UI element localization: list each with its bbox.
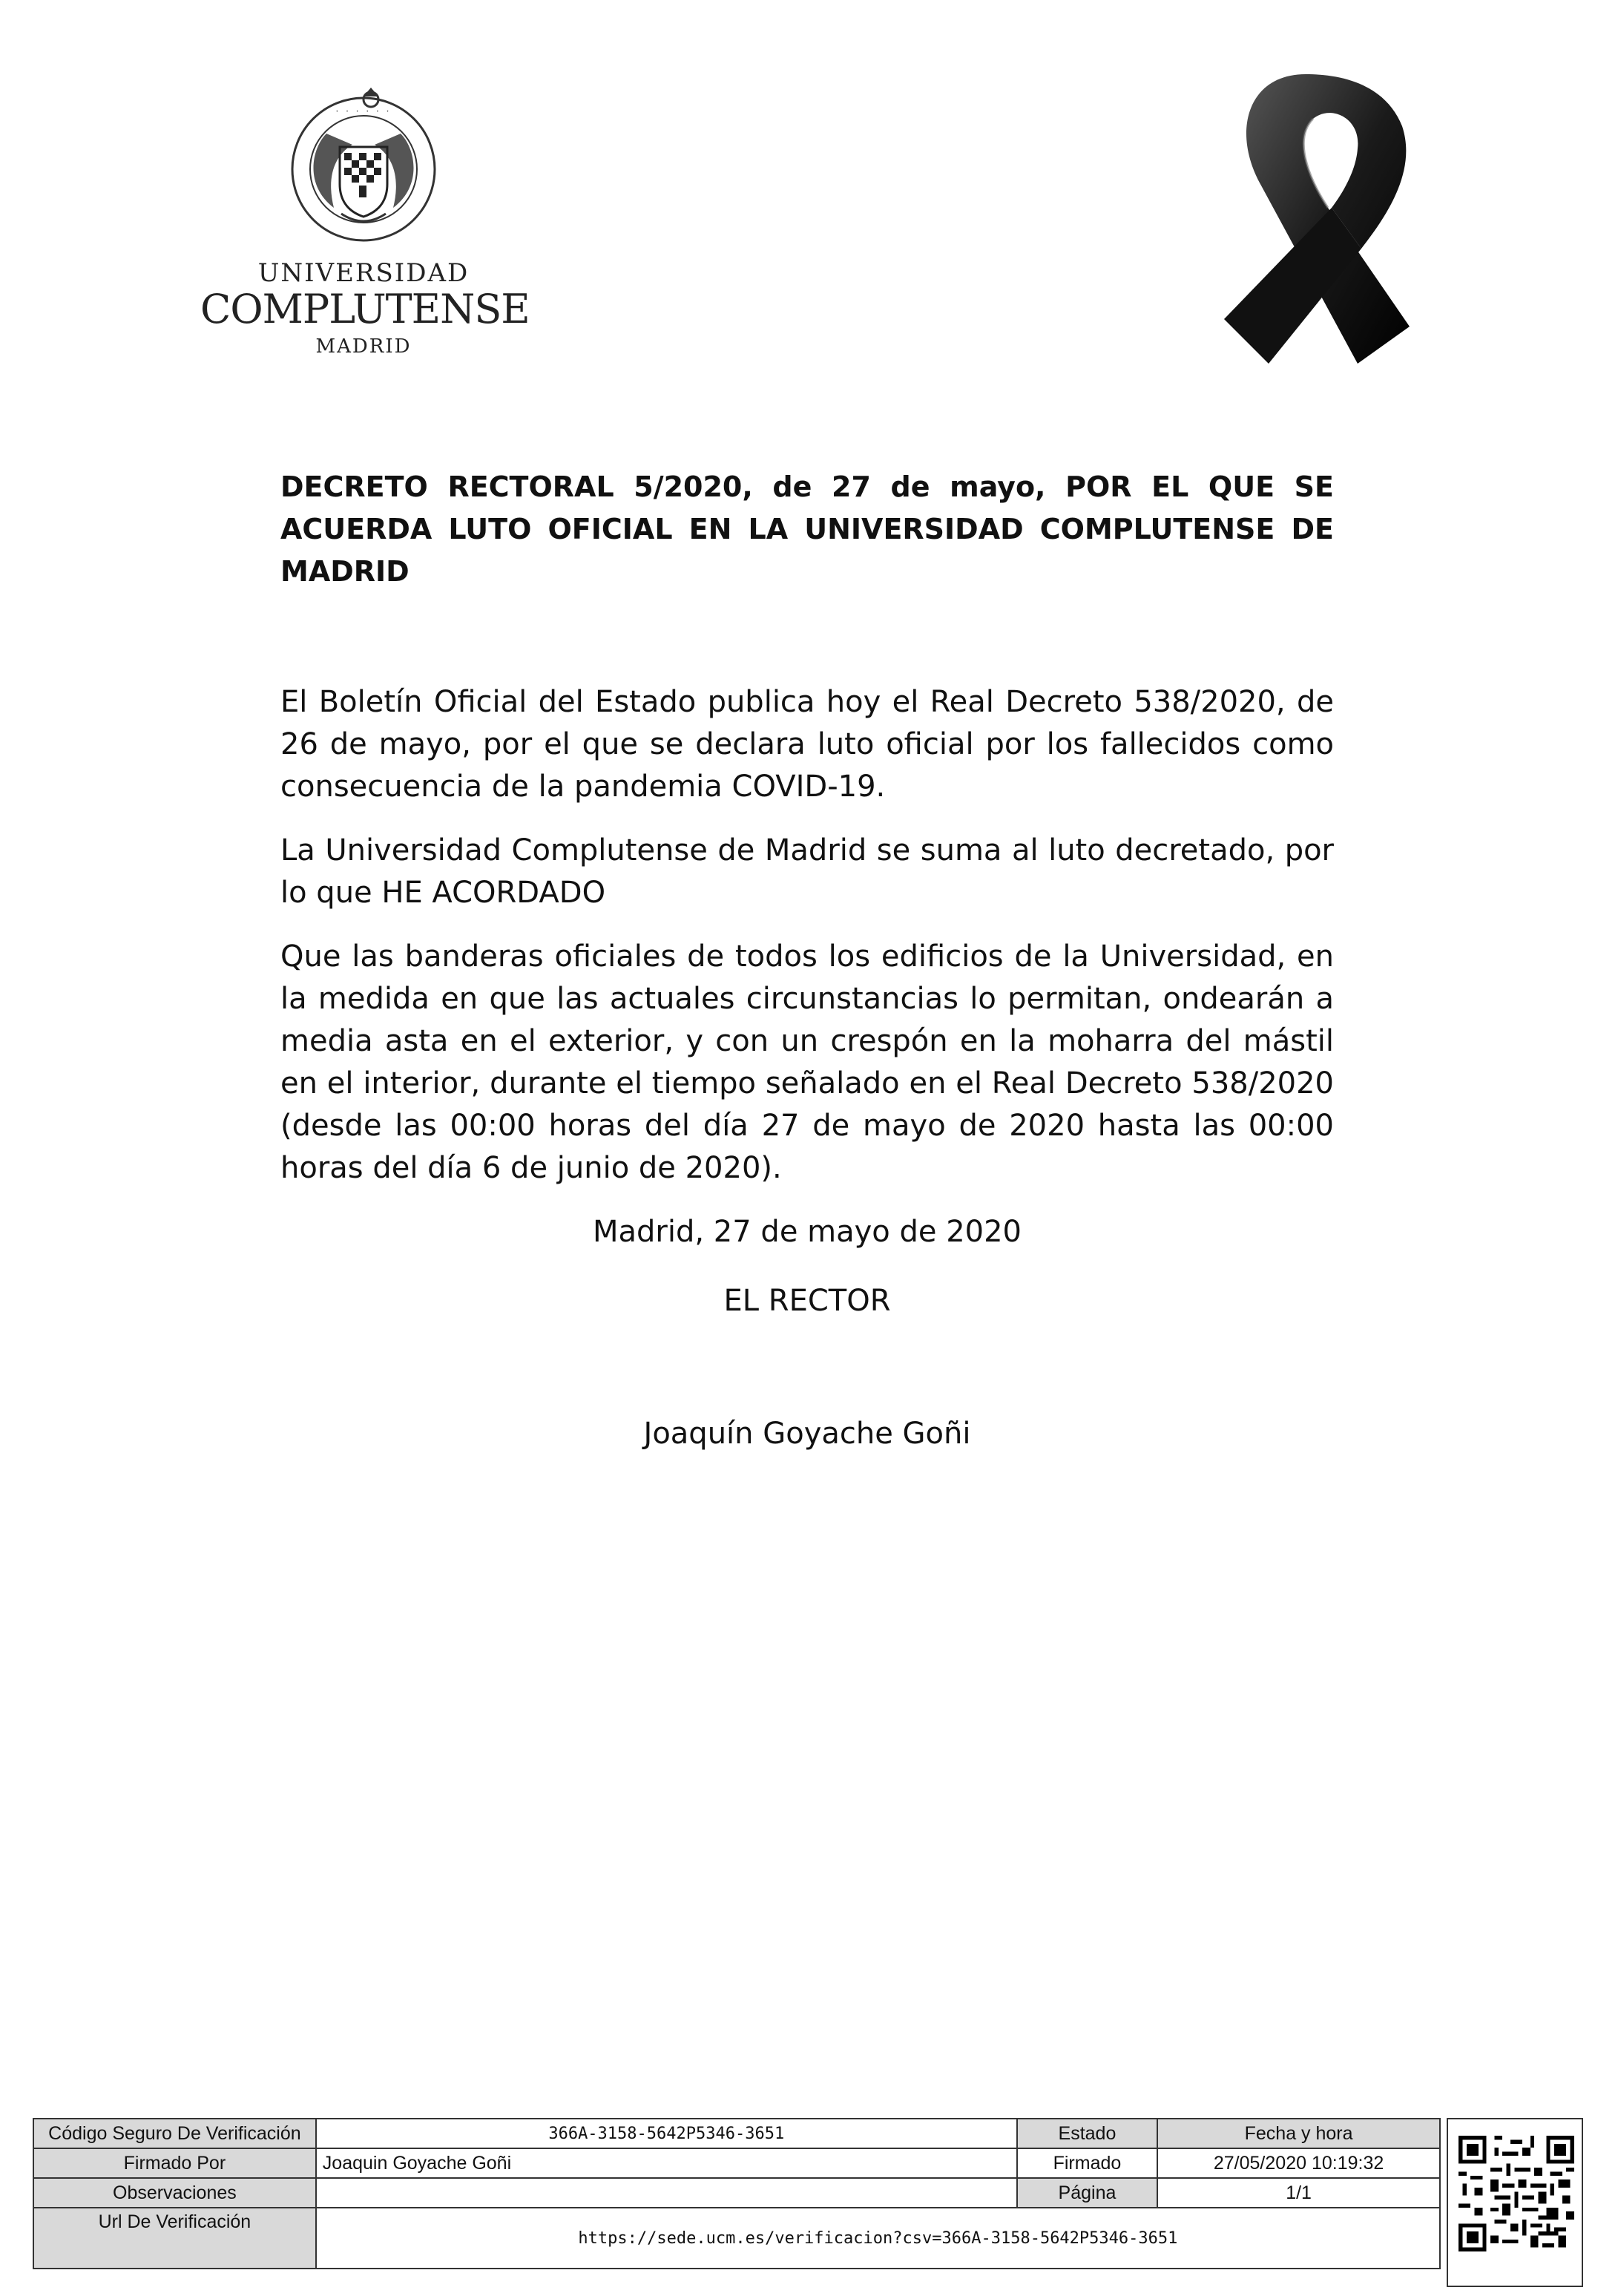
estado-label: Estado bbox=[1017, 2119, 1157, 2148]
table-row bbox=[33, 2178, 1440, 2208]
logo-line-universidad: UNIVERSIDAD bbox=[257, 258, 470, 288]
firmado-por-value: Joaquin Goyache Goñi bbox=[316, 2148, 1017, 2178]
svg-text:· · · · · ·: · · · · · · bbox=[335, 106, 392, 117]
fecha-label: Fecha y hora bbox=[1157, 2119, 1440, 2148]
fecha-value: 27/05/2020 10:19:32 bbox=[1157, 2148, 1440, 2178]
university-seal-icon bbox=[282, 82, 445, 245]
pagina-value: 1/1 bbox=[1157, 2178, 1440, 2208]
csv-label: Código Seguro De Verificación bbox=[33, 2119, 316, 2148]
table-row bbox=[33, 2148, 1440, 2178]
signer-name: Joaquín Goyache Goñi bbox=[643, 1417, 971, 1451]
verification-footer bbox=[33, 2118, 1583, 2296]
decree-body bbox=[280, 681, 1334, 1477]
decree-title: DECRETO RECTORAL 5/2020, de 27 de mayo, POR EL QUE SE ACUERDA LUTO OFICIAL EN LA UNIVERSIDAD COMPLUTENSE DE MADRID bbox=[280, 470, 1334, 588]
table-row bbox=[33, 2208, 1440, 2269]
paragraph-banderas: Que las banderas oficiales de todos los edificios de la Universidad, en la medida en que las actuales circunstancias lo permitan, ondearán a media asta en el exterior, y con un crespón en la moharra del mástil en el interior, durante el tiempo señalado en el Real Decreto 538/2020 (desde las 00:00 horas del día 27 de mayo de 2020 hasta las 00:00 horas del día 6 de junio de 2020). bbox=[280, 939, 1334, 1185]
url-value[interactable]: https://sede.ucm.es/verificacion?csv=366A-3158-5642P5346-3651 bbox=[316, 2208, 1440, 2269]
mourning-ribbon-icon bbox=[1202, 67, 1432, 378]
university-logo bbox=[200, 82, 530, 378]
url-label: Url De Verificación bbox=[33, 2208, 316, 2269]
logo-line-complutense: COMPLUTENSE bbox=[200, 286, 530, 332]
paragraph-boe: El Boletín Oficial del Estado publica hoy el Real Decreto 538/2020, de 26 de mayo, por el que se declara luto oficial por los fallecidos como consecuencia de la pandemia COVID-19. bbox=[280, 685, 1334, 804]
firmado-por-label: Firmado Por bbox=[33, 2148, 316, 2178]
observaciones-value bbox=[316, 2178, 1017, 2208]
pagina-label: Página bbox=[1017, 2178, 1157, 2208]
signer-role: EL RECTOR bbox=[723, 1284, 891, 1318]
csv-value: 366A-3158-5642P5346-3651 bbox=[316, 2119, 1017, 2148]
qr-code-icon[interactable] bbox=[1458, 2136, 1574, 2251]
place-date: Madrid, 27 de mayo de 2020 bbox=[593, 1215, 1022, 1249]
qr-box bbox=[1447, 2118, 1583, 2287]
logo-line-madrid: MADRID bbox=[315, 335, 412, 358]
verification-table bbox=[33, 2118, 1441, 2269]
observaciones-label: Observaciones bbox=[33, 2178, 316, 2208]
paragraph-acuerdo: La Universidad Complutense de Madrid se suma al luto decretado, por lo que HE ACORDADO bbox=[280, 833, 1334, 910]
table-row bbox=[33, 2119, 1440, 2148]
estado-value: Firmado bbox=[1017, 2148, 1157, 2178]
